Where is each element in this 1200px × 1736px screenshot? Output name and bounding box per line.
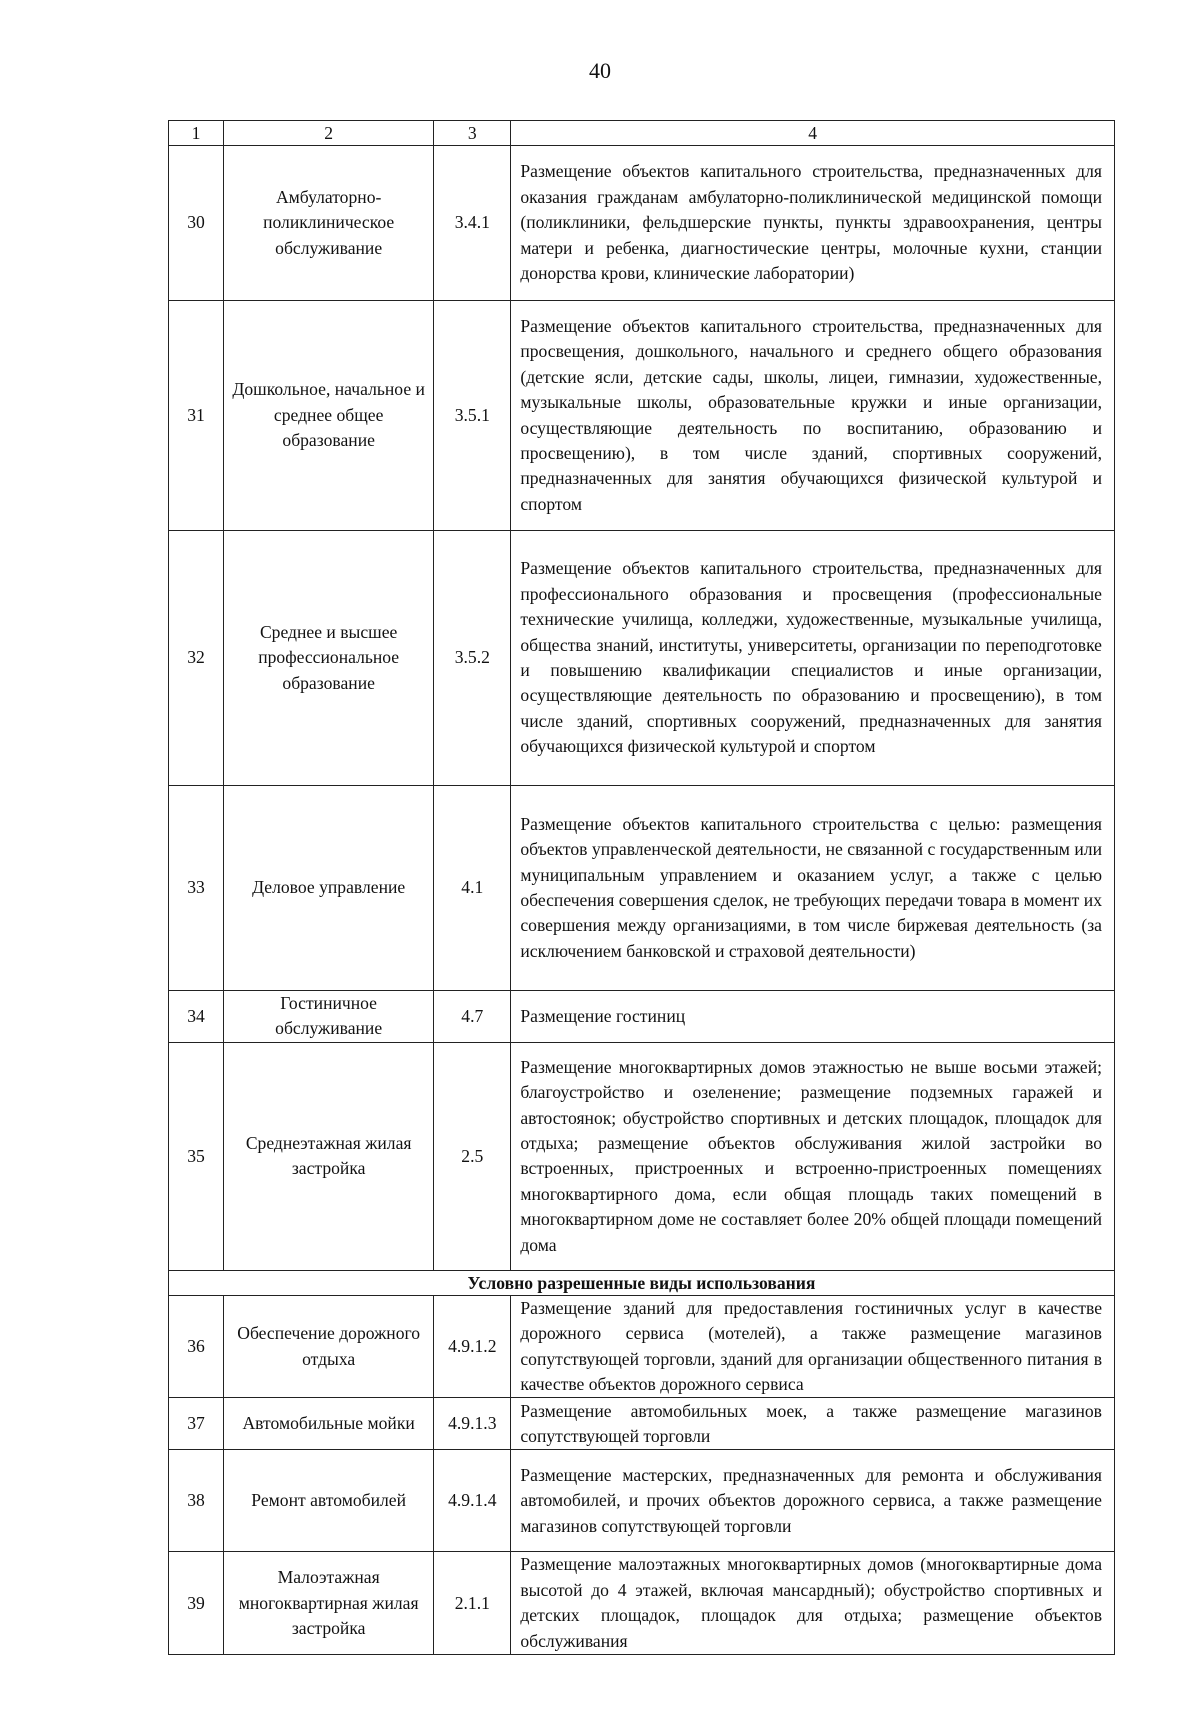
row-number: 35 bbox=[169, 1042, 224, 1270]
section-header-row bbox=[169, 1270, 1115, 1295]
use-type-name: Обеспечение дорожного отдыха bbox=[224, 1295, 434, 1398]
row-number: 31 bbox=[169, 301, 224, 531]
use-type-name: Амбулаторно-поликлиническое обслуживание bbox=[224, 146, 434, 301]
table-row bbox=[169, 531, 1115, 786]
use-type-name: Малоэтажная многоквартирная жилая застройка bbox=[224, 1552, 434, 1655]
table-row bbox=[169, 786, 1115, 991]
use-type-name: Деловое управление bbox=[224, 786, 434, 991]
use-type-name: Среднее и высшее профессиональное образование bbox=[224, 531, 434, 786]
use-type-code: 3.5.2 bbox=[434, 531, 511, 786]
row-number: 34 bbox=[169, 991, 224, 1043]
row-number: 39 bbox=[169, 1552, 224, 1655]
row-number: 32 bbox=[169, 531, 224, 786]
use-type-code: 2.1.1 bbox=[434, 1552, 511, 1655]
use-type-name: Дошкольное, начальное и среднее общее образование bbox=[224, 301, 434, 531]
use-type-code: 2.5 bbox=[434, 1042, 511, 1270]
use-type-name: Среднеэтажная жилая застройка bbox=[224, 1042, 434, 1270]
page-number: 40 bbox=[589, 58, 611, 83]
use-type-description: Размещение автомобильных моек, а также размещение магазинов сопутствующей торговли bbox=[511, 1398, 1115, 1450]
use-type-code: 4.7 bbox=[434, 991, 511, 1043]
use-type-code: 3.5.1 bbox=[434, 301, 511, 531]
use-type-description: Размещение гостиниц bbox=[511, 991, 1115, 1043]
use-type-name: Ремонт автомобилей bbox=[224, 1450, 434, 1552]
use-type-code: 4.9.1.4 bbox=[434, 1450, 511, 1552]
use-type-description: Размещение объектов капитального строительства с целью: размещения объектов управленческой деятельности, не связанной с государственным или муниципальным управлением и оказанием услуг, а также с целью обеспечения совершения сделок, не требующих передачи товара в момент их совершения между организациями, в том числе биржевая деятельность (за исключением банковской и страховой деятельности) bbox=[511, 786, 1115, 991]
table-row bbox=[169, 1552, 1115, 1655]
table-row bbox=[169, 146, 1115, 301]
header-col-4: 4 bbox=[511, 121, 1115, 146]
row-number: 33 bbox=[169, 786, 224, 991]
use-type-code: 4.9.1.2 bbox=[434, 1295, 511, 1398]
row-number: 36 bbox=[169, 1295, 224, 1398]
section-title: Условно разрешенные виды использования bbox=[169, 1270, 1115, 1295]
table-row bbox=[169, 991, 1115, 1043]
table-row bbox=[169, 301, 1115, 531]
row-number: 30 bbox=[169, 146, 224, 301]
use-type-description: Размещение многоквартирных домов этажностью не выше восьми этажей; благоустройство и озеленение; размещение подземных гаражей и автостоянок; обустройство спортивных и детских площадок, площадок для отдыха; размещение объектов обслуживания жилой застройки во встроенных, пристроенных и встроенно-пристроенных помещениях многоквартирного дома, если общая площадь таких помещений в многоквартирном доме не составляет более 20% общей площади помещений дома bbox=[511, 1042, 1115, 1270]
header-col-3: 3 bbox=[434, 121, 511, 146]
use-type-name: Гостиничное обслуживание bbox=[224, 991, 434, 1043]
header-col-2: 2 bbox=[224, 121, 434, 146]
use-type-description: Размещение мастерских, предназначенных для ремонта и обслуживания автомобилей, и прочих объектов дорожного сервиса, а также размещение магазинов сопутствующей торговли bbox=[511, 1450, 1115, 1552]
use-type-code: 4.1 bbox=[434, 786, 511, 991]
table-row bbox=[169, 1042, 1115, 1270]
use-type-description: Размещение зданий для предоставления гостиничных услуг в качестве дорожного сервиса (мотелей), а также размещение магазинов сопутствующей торговли, зданий для организации общественного питания в качестве объектов дорожного сервиса bbox=[511, 1295, 1115, 1398]
table-row bbox=[169, 1450, 1115, 1552]
header-col-1: 1 bbox=[169, 121, 224, 146]
table-row bbox=[169, 1398, 1115, 1450]
table-header-row bbox=[169, 121, 1115, 146]
use-type-description: Размещение малоэтажных многоквартирных домов (многоквартирные дома высотой до 4 этажей, включая мансардный); обустройство спортивных и детских площадок, площадок для отдыха; размещение объектов обслуживания bbox=[511, 1552, 1115, 1655]
row-number: 38 bbox=[169, 1450, 224, 1552]
land-use-table bbox=[168, 120, 1115, 1655]
use-type-code: 4.9.1.3 bbox=[434, 1398, 511, 1450]
use-type-description: Размещение объектов капитального строительства, предназначенных для профессионального образования и просвещения (профессиональные технические училища, колледжи, художественные, музыкальные училища, общества знаний, институты, университеты, организации по переподготовке и повышению квалификации специалистов и иные организации, осуществляющие деятельность по образованию и просвещению), в том числе зданий, спортивных сооружений, предназначенных для занятия обучающихся физической культурой и спортом bbox=[511, 531, 1115, 786]
use-type-description: Размещение объектов капитального строительства, предназначенных для оказания гражданам амбулаторно-поликлинической медицинской помощи (поликлиники, фельдшерские пункты, пункты здравоохранения, центры матери и ребенка, диагностические центры, молочные кухни, станции донорства крови, клинические лаборатории) bbox=[511, 146, 1115, 301]
use-type-code: 3.4.1 bbox=[434, 146, 511, 301]
table-row bbox=[169, 1295, 1115, 1398]
use-type-description: Размещение объектов капитального строительства, предназначенных для просвещения, дошкольного, начального и среднего общего образования (детские ясли, детские сады, школы, лицеи, гимназии, художественные, музыкальные школы, образовательные кружки и иные организации, осуществляющие деятельность по воспитанию, образованию и просвещению), в том числе зданий, спортивных сооружений, предназначенных для занятия обучающихся физической культурой и спортом bbox=[511, 301, 1115, 531]
row-number: 37 bbox=[169, 1398, 224, 1450]
use-type-name: Автомобильные мойки bbox=[224, 1398, 434, 1450]
